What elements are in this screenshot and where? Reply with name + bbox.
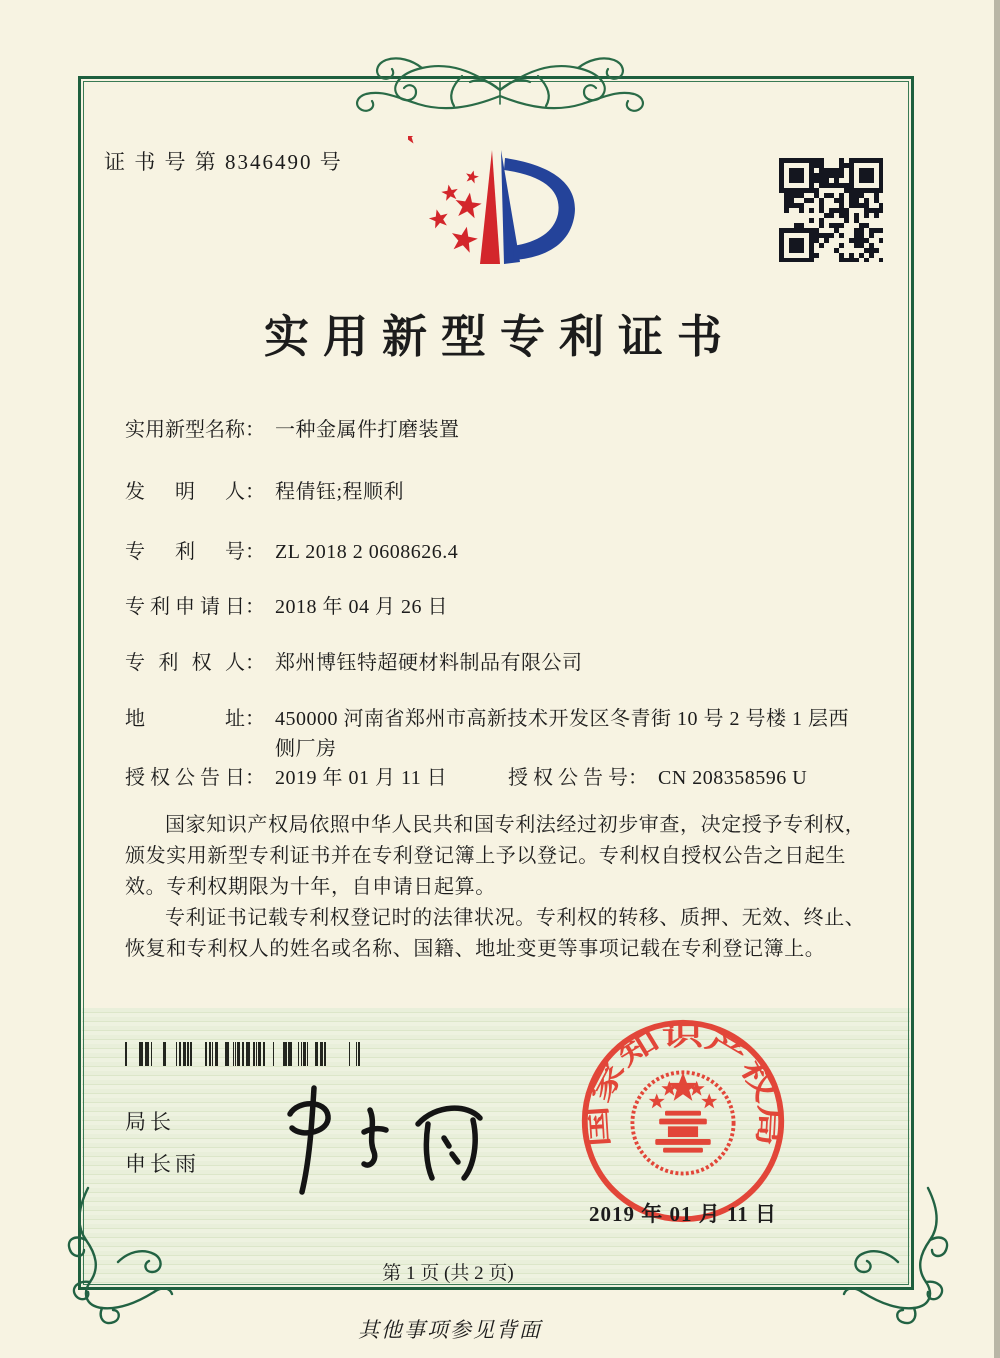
field-value: ZL 2018 2 0608626.4 — [275, 541, 459, 563]
official-seal — [576, 1014, 790, 1228]
bottom-left-flourish-ornament — [58, 1182, 178, 1332]
field-row-grant — [125, 763, 807, 793]
field-value: 郑州博钰特超硬材料制品有限公司 — [275, 652, 583, 674]
field-colon: ： — [245, 708, 265, 730]
field-row-name — [125, 415, 460, 445]
field-colon: ： — [245, 481, 265, 503]
certificate-number: 证 书 号 第 8346490 号 — [104, 150, 343, 174]
commissioner-title: 局长 — [125, 1111, 175, 1134]
field-label: 授权公告日 — [125, 767, 245, 789]
grant-date-value: 2019 年 01 月 11 日 — [275, 767, 448, 789]
grant-number-value: CN 208358596 U — [658, 767, 808, 789]
back-side-note: 其他事项参见背面 — [358, 1318, 542, 1342]
field-label: 地址 — [125, 708, 245, 730]
page-number: 第 1 页 (共 2 页) — [382, 1263, 514, 1284]
seal-ring-text: 国家知识产权局 — [582, 1021, 784, 1148]
legal-text-block — [125, 810, 877, 965]
certificate-title: 实用新型专利证书 — [263, 312, 736, 362]
field-label: 专利权人 — [125, 652, 245, 674]
field-row-patentee — [125, 648, 583, 678]
field-colon: ： — [245, 652, 265, 674]
commissioner-signature — [268, 1080, 503, 1200]
field-colon: ： — [628, 767, 648, 789]
legal-paragraph-2: 专利证书记载专利权登记时的法律状况。专利权的转移、质押、无效、终止、恢复和专利权人的姓名或名称、国籍、地址变更等事项记载在专利登记簿上。 — [125, 907, 866, 960]
field-label: 实用新型名称 — [125, 419, 245, 441]
field-label: 授权公告号 — [508, 767, 628, 789]
field-row-patent-number — [125, 537, 458, 567]
barcode — [125, 1042, 369, 1066]
field-colon: ： — [245, 419, 265, 441]
seal-date: 2019 年 01 月 11 日 — [588, 1202, 778, 1226]
qr-code — [779, 158, 883, 262]
field-label: 专利申请日 — [125, 596, 245, 618]
field-row-inventor — [125, 477, 404, 507]
field-value: 程倩钰;程顺利 — [275, 481, 405, 503]
field-label: 发明人 — [125, 481, 245, 503]
field-value: 一种金属件打磨装置 — [275, 419, 460, 441]
field-row-filing-date — [125, 592, 448, 622]
field-value: 450000 河南省郑州市高新技术开发区冬青街 10 号 2 号楼 1 层西侧厂房 — [275, 708, 849, 760]
top-flourish-ornament — [352, 52, 648, 136]
commissioner-name: 申长雨 — [125, 1153, 200, 1176]
scan-edge-shadow — [994, 0, 1000, 1358]
field-colon: ： — [245, 541, 265, 563]
bottom-right-flourish-ornament — [838, 1182, 958, 1332]
legal-paragraph-1: 国家知识产权局依照中华人民共和国专利法经过初步审查，决定授予专利权，颁发实用新型专利证书并在专利登记簿上予以登记。专利权自授权公告之日起生效。专利权期限为十年，自申请日起算。 — [125, 814, 866, 898]
field-row-address — [125, 704, 865, 764]
field-label: 专利号 — [125, 541, 245, 563]
field-value: 2018 年 04 月 26 日 — [275, 596, 448, 618]
field-colon: ： — [245, 596, 265, 618]
field-colon: ： — [245, 767, 265, 789]
cnipa-logo — [408, 136, 608, 294]
